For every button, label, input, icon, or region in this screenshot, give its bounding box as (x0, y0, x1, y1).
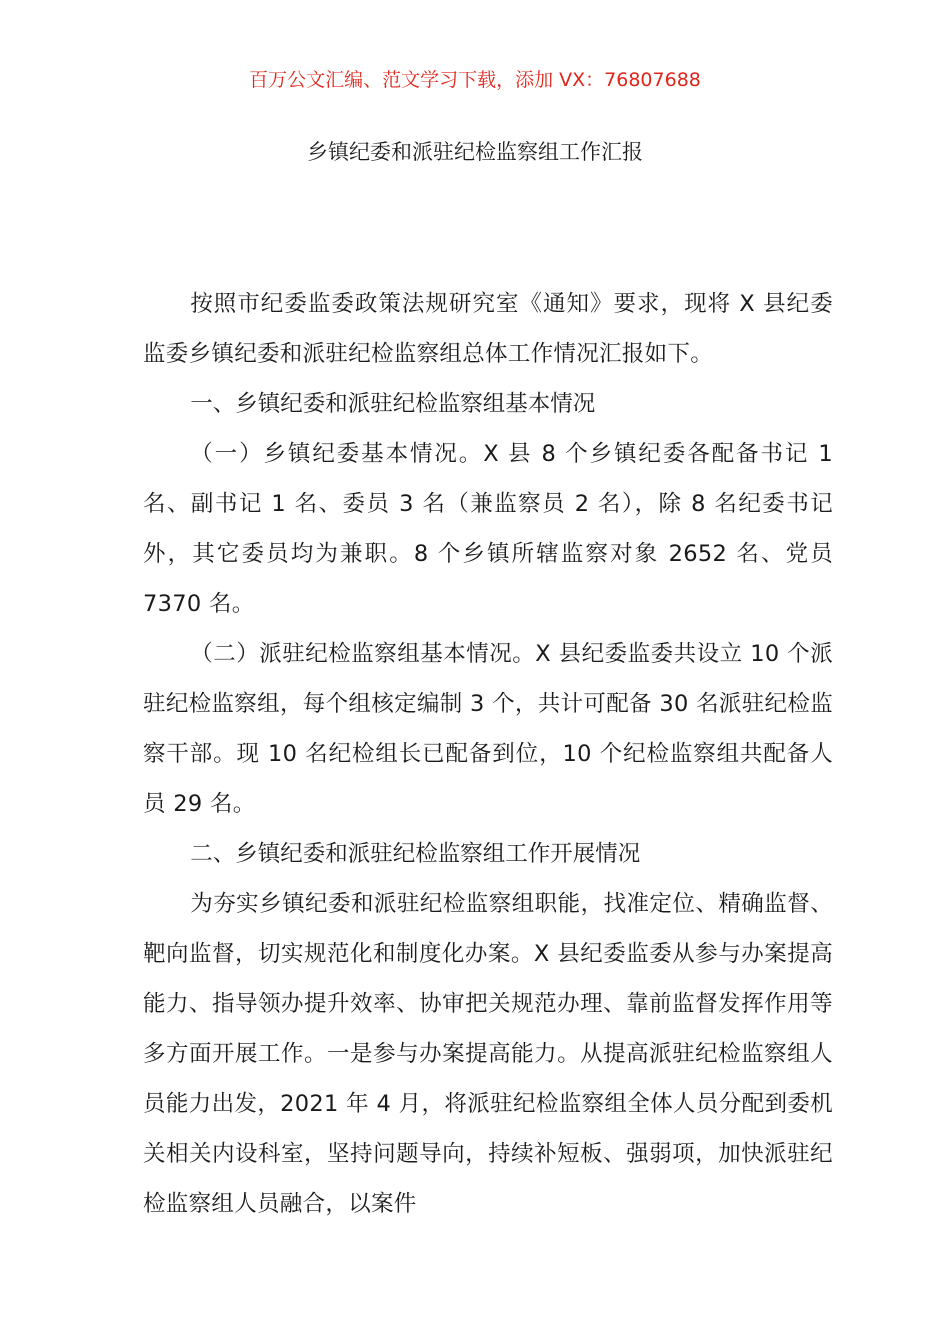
section-heading-2: 二、乡镇纪委和派驻纪检监察组工作开展情况 (190, 841, 641, 867)
subsection-paragraph-1: （一）乡镇纪委基本情况。X 县 8 个乡镇纪委各配备书记 1 名、副书记 1 名、委员 3 名（兼监察员 2 名），除 8 名纪委书记外，其它委员均为兼职。8 个乡镇所辖监察对象 2652 名、党员 7370 名。 (143, 441, 833, 617)
work-paragraph: 为夯实乡镇纪委和派驻纪检监察组职能，找准定位、精确监督、靶向监督，切实规范化和制度化办案。X 县纪委监委从参与办案提高能力、指导领办提升效率、协审把关规范办理、靠前监督发挥作用等多方面开展工作。一是参与办案提高能力。从提高派驻纪检监察组人员能力出发，2021 年 4 月，将派驻纪检监察组全体人员分配到委机关相关内设科室，坚持问题导向，持续补短板、强弱项，加快派驻纪检监察组人员融合，以案件 (143, 891, 833, 1217)
subsection-paragraph-2: （二）派驻纪检监察组基本情况。X 县纪委监委共设立 10 个派驻纪检监察组，每个组核定编制 3 个，共计可配备 30 名派驻纪检监察干部。现 10 名纪检组长已配备到位，10 个纪检监察组共配备人员 29 名。 (143, 641, 833, 817)
intro-paragraph: 按照市纪委监委政策法规研究室《通知》要求，现将 X 县纪委监委乡镇纪委和派驻纪检监察组总体工作情况汇报如下。 (143, 291, 833, 367)
document-title: 乡镇纪委和派驻纪检监察组工作汇报 (307, 140, 643, 164)
document-body (143, 279, 833, 1229)
watermark-banner: 百万公文汇编、范文学习下载，添加 VX：76807688 (249, 69, 701, 91)
section-heading-1: 一、乡镇纪委和派驻纪检监察组基本情况 (190, 391, 596, 417)
